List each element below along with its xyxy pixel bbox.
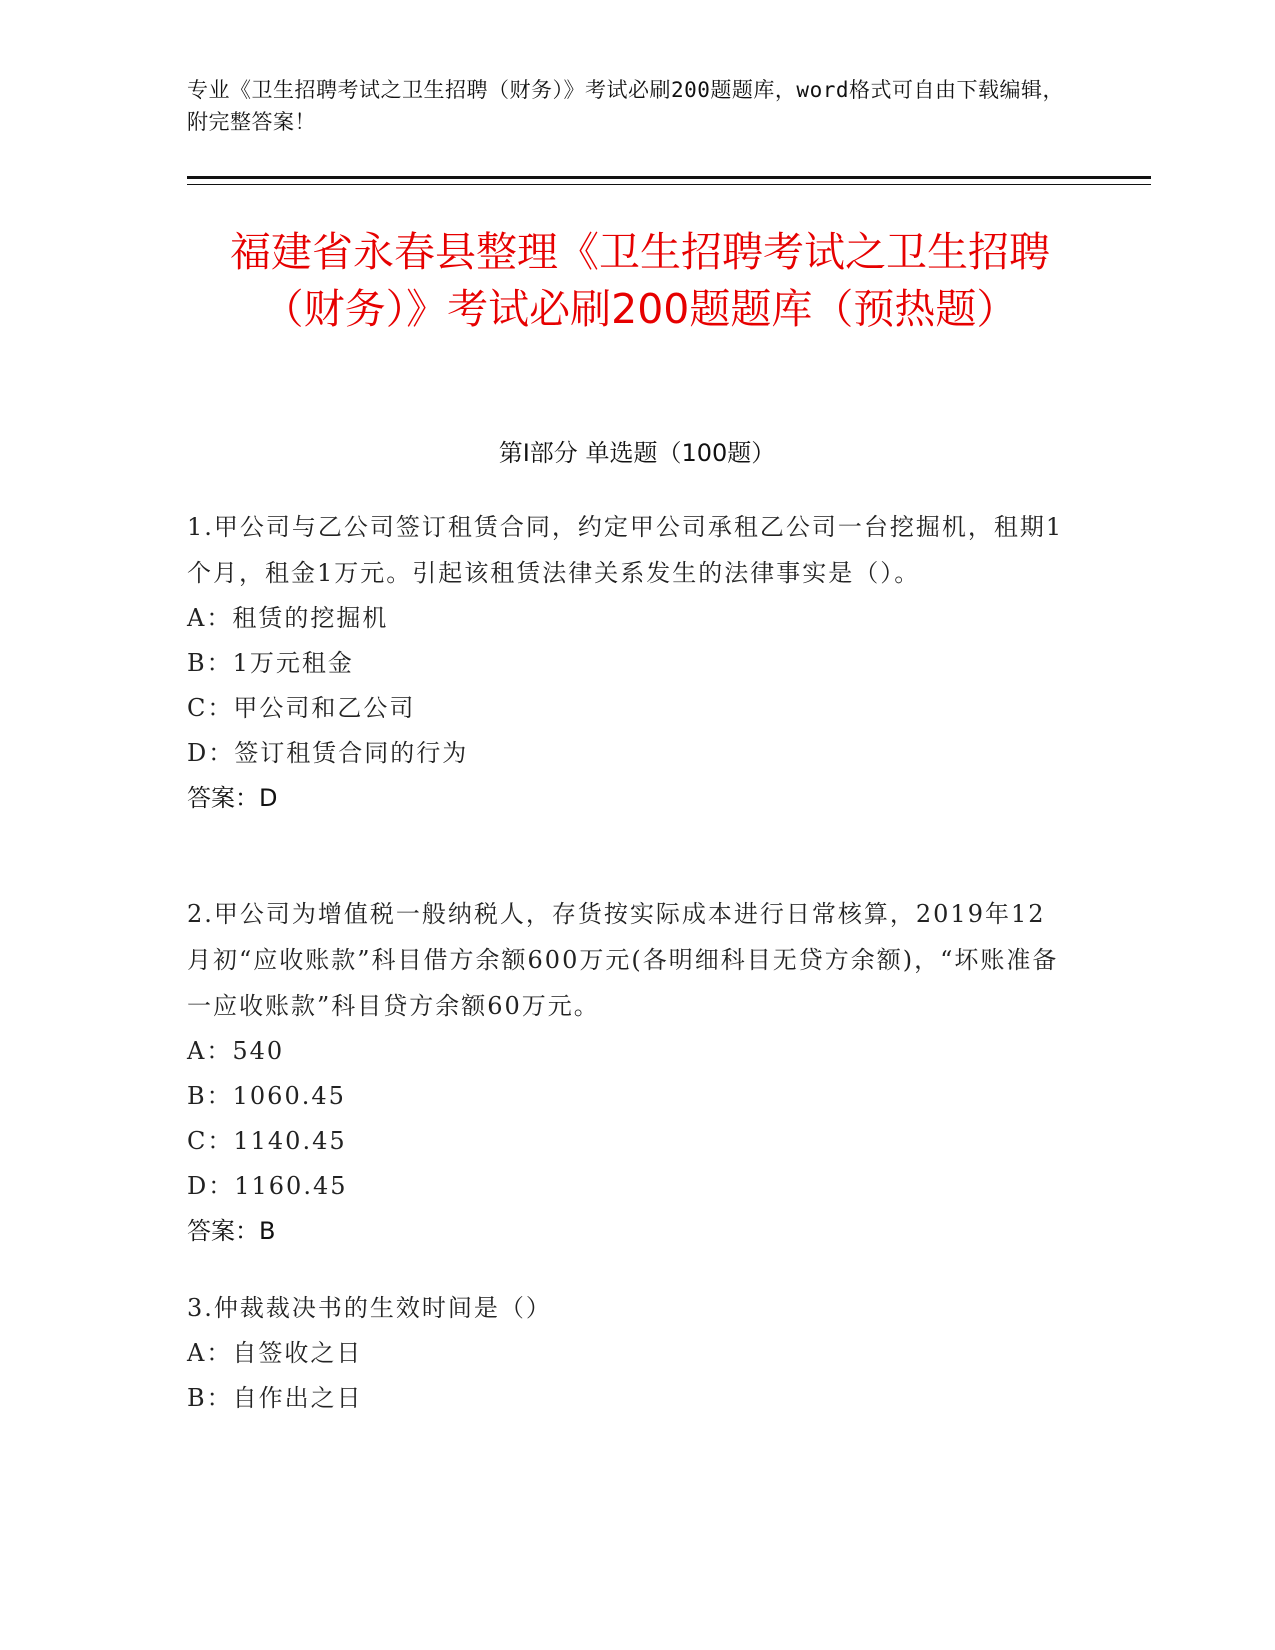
- question-1: [187, 504, 1067, 821]
- document-title: 福建省永春县整理《卫生招聘考试之卫生招聘（财务）》考试必刷200题题库（预热题）: [230, 228, 1050, 333]
- question-3: [187, 1285, 1067, 1421]
- header-note: 专业《卫生招聘考试之卫生招聘（财务）》考试必刷200题题库，word格式可自由下载编辑，附完整答案！: [187, 78, 1064, 134]
- question-2: [187, 891, 1067, 1254]
- option-c: C：甲公司和乙公司: [187, 694, 416, 722]
- header-rule-thick: [187, 176, 1151, 179]
- question-stem: 3.仲裁裁决书的生效时间是（）: [187, 1294, 552, 1322]
- option-c: C：1140.45: [187, 1127, 347, 1155]
- option-d: D：1160.45: [187, 1172, 348, 1200]
- section-title: 第I部分 单选题（100题）: [498, 439, 776, 467]
- option-a: A：租赁的挖掘机: [187, 604, 389, 632]
- option-a: A：自签收之日: [187, 1339, 363, 1367]
- question-stem: 2.甲公司为增值税一般纳税人，存货按实际成本进行日常核算，2019年12月初“应收账款”科目借方余额600万元(各明细科目无贷方余额)，“坏账准备一应收账款”科目贷方余额60万元。: [187, 900, 1059, 1020]
- answer: 答案：D: [187, 784, 278, 812]
- option-b: B：自作出之日: [187, 1384, 363, 1412]
- option-b: B：1060.45: [187, 1082, 346, 1110]
- header-rule-thin: [187, 184, 1151, 185]
- option-d: D：签订租赁合同的行为: [187, 739, 469, 767]
- option-b: B：1万元租金: [187, 649, 354, 677]
- question-stem: 1.甲公司与乙公司签订租赁合同，约定甲公司承租乙公司一台挖掘机，租期1个月，租金1万元。引起该租赁法律关系发生的法律事实是（）。: [187, 513, 1064, 587]
- answer: 答案：B: [187, 1217, 276, 1245]
- option-a: A：540: [187, 1037, 285, 1065]
